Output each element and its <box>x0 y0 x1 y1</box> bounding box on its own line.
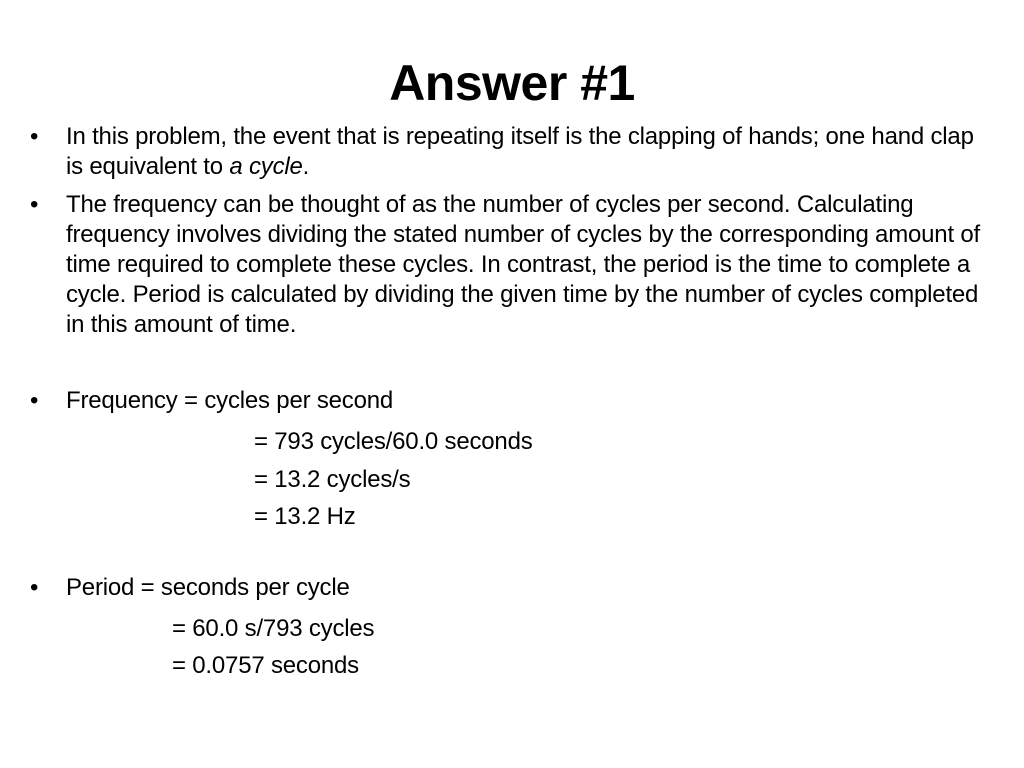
bullet-period-calculation <box>26 573 996 685</box>
bullet-text: The frequency can be thought of as the number of cycles per second. Calculating frequency involves dividing the stated number of cycles by the corresponding amount of time required to complete these cycles. In contrast, the period is the time to complete a cycle. Period is calculated by dividing the given time by the number of cycles completed in this amount of time. <box>66 191 980 338</box>
period-formula: Period = seconds per cycle <box>66 573 350 601</box>
frequency-result: = 13.2 Hz <box>254 503 356 530</box>
bullet-frequency-explanation <box>26 190 996 340</box>
frequency-step-2: = 13.2 cycles/s <box>254 465 411 493</box>
bullet-text: In this problem, the event that is repeating itself is the clapping of hands; one hand clap is equivalent to <box>66 123 974 180</box>
period-step-1: = 60.0 s/793 cycles <box>172 614 375 642</box>
slide-body <box>26 122 996 685</box>
bullet-text-end: . <box>302 153 310 180</box>
bullet-marker: • <box>30 123 39 150</box>
slide-title: Answer #1 <box>389 55 635 111</box>
bullet-italic-term: a cycle <box>229 153 303 180</box>
bullet-marker: • <box>30 387 39 414</box>
frequency-formula: Frequency = cycles per second <box>66 387 394 414</box>
bullet-frequency-calculation <box>26 386 996 536</box>
bullet-cycle-definition <box>26 122 996 182</box>
period-result: = 0.0757 seconds <box>172 652 359 679</box>
frequency-step-1: = 793 cycles/60.0 seconds <box>254 428 533 455</box>
bullet-marker: • <box>30 191 39 218</box>
bullet-marker: • <box>30 573 39 601</box>
